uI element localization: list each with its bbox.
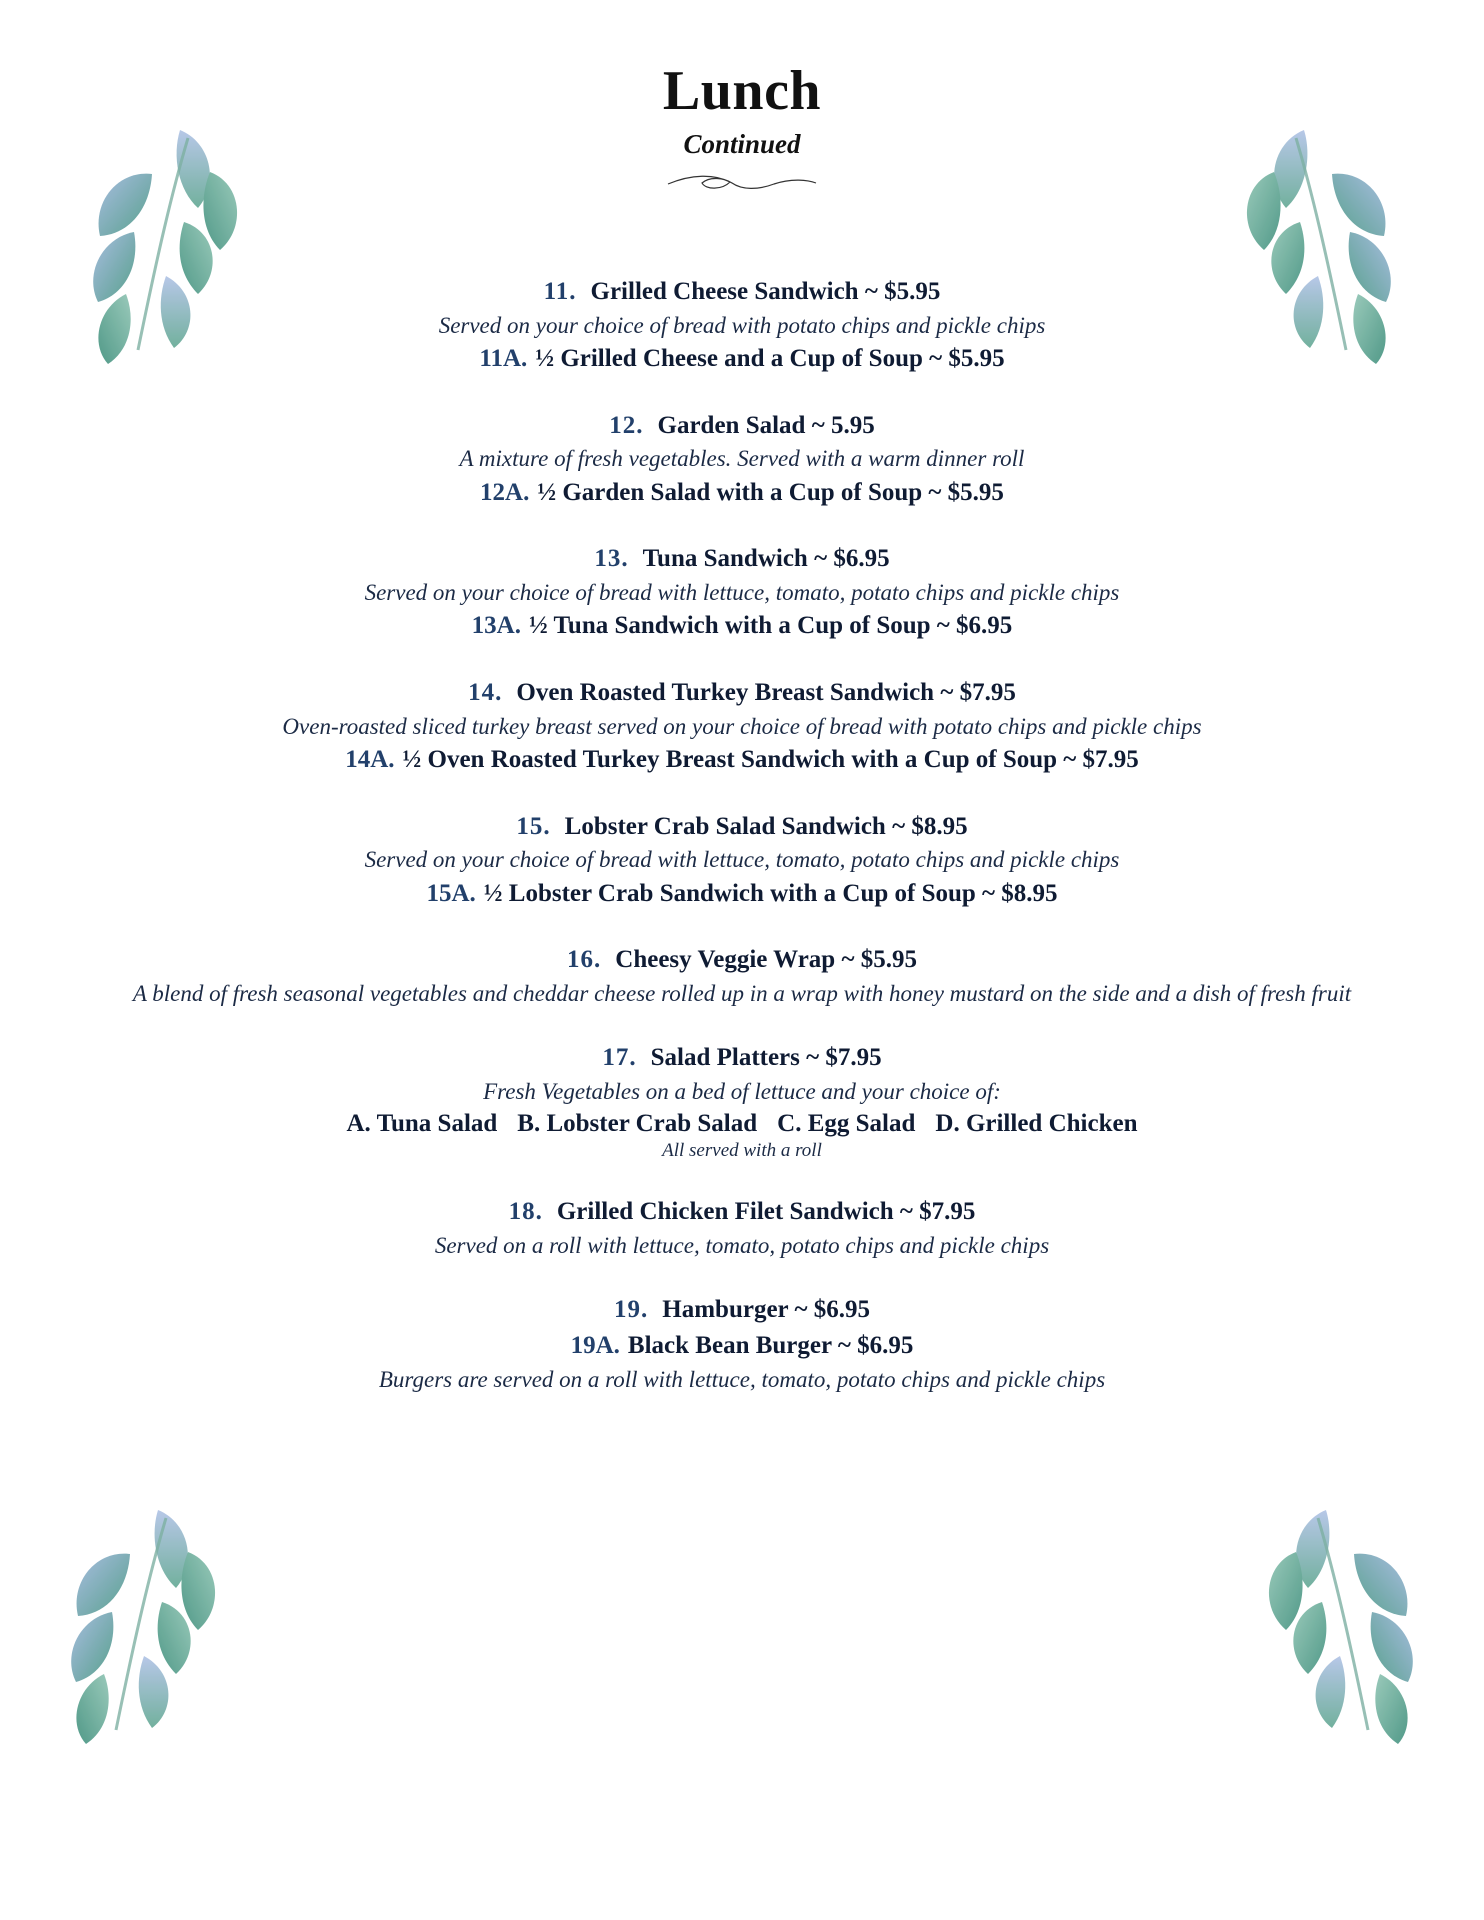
menu-item-variant-name: ½ Lobster Crab Sandwich with a Cup of Soup ~ $8.95 [483,879,1058,907]
menu-item-variant [78,476,1406,510]
menu-item-number: 11. [543,278,577,305]
menu-item-variant-name: Black Bean Burger ~ $6.95 [627,1331,914,1359]
menu-item-name: Cheesy Veggie Wrap ~ $5.95 [615,946,917,974]
menu-item-name: Lobster Crab Salad Sandwich ~ $8.95 [564,812,968,840]
menu-item-variant-number: 12A. [480,478,530,506]
menu-item-name: Garden Salad ~ 5.95 [657,411,875,439]
menu-item-description: A blend of fresh seasonal vegetables and cheddar cheese rolled up in a wrap with honey mustard on the side and a dish of fresh fruit [132,980,1352,1006]
menu-item-heading [78,1294,1406,1327]
salad-choice: D. Grilled Chicken [935,1110,1138,1138]
menu-item-name: Oven Roasted Turkey Breast Sandwich ~ $7.95 [516,679,1016,707]
menu-item-heading [78,543,1406,576]
menu-item-number: 19. [614,1296,649,1324]
menu-item-variant [78,1329,1406,1363]
menu-item-variant-number: 13A. [471,612,521,640]
menu-item-variant [78,743,1406,777]
menu-item-description: A mixture of fresh vegetables. Served with a warm dinner roll [459,446,1025,472]
menu-item-variant-name: ½ Garden Salad with a Cup of Soup ~ $5.95 [537,478,1004,506]
menu-header [0,62,1484,194]
menu-item-number: 18. [508,1198,543,1226]
menu-item [78,276,1406,376]
menu-item-number: 16. [567,946,602,974]
menu-item-heading [78,1196,1406,1229]
menu-item-heading [78,677,1406,710]
menu-item [78,543,1406,643]
menu-item-variant [78,342,1406,376]
menu-item-name: Salad Platters ~ $7.95 [650,1044,882,1072]
menu-item [78,811,1406,911]
menu-item-number: 12. [609,411,644,439]
salad-choices [78,1110,1406,1138]
menu-item-name: Hamburger ~ $6.95 [662,1296,870,1324]
menu-item-number: 15. [516,812,551,840]
menu-item-heading [78,1042,1406,1075]
menu-item-number: 14. [468,679,503,707]
menu-item-variant-name: ½ Grilled Cheese and a Cup of Soup ~ $5.95 [535,344,1005,372]
menu-item-variant-name: ½ Oven Roasted Turkey Breast Sandwich with a Cup of Soup ~ $7.95 [402,746,1139,773]
menu-item-description: Served on your choice of bread with lettuce, tomato, potato chips and pickle chips [364,847,1120,873]
page-subtitle: Continued [683,128,801,159]
leaf-sprig-icon [38,1492,238,1752]
menu-item-variant-number: 11A. [479,344,528,372]
page-title: Lunch [662,60,822,122]
menu-item-variant-number: 15A. [426,879,476,907]
menu-item-heading [78,811,1406,844]
menu-item-variant-number: 19A. [570,1331,620,1359]
menu-item-variant [78,877,1406,911]
salad-choice: C. Egg Salad [777,1110,916,1138]
menu-item-name: Grilled Cheese Sandwich ~ $5.95 [590,278,941,305]
menu-item-name: Tuna Sandwich ~ $6.95 [642,545,890,573]
menu-item-number: 17. [602,1044,637,1072]
menu-item [78,677,1406,777]
menu-items [78,276,1406,1394]
menu-item [78,410,1406,510]
salad-note: All served with a roll [662,1140,822,1162]
menu-item-name: Grilled Chicken Filet Sandwich ~ $7.95 [556,1198,976,1226]
menu-item-description: Served on a roll with lettuce, tomato, potato chips and pickle chips [434,1232,1050,1258]
menu-item [78,944,1406,1008]
menu-item-burgers [78,1294,1406,1394]
menu-item-description: Served on your choice of bread with lettuce, tomato, potato chips and pickle chips [364,579,1120,605]
salad-choice: A. Tuna Salad [346,1110,498,1138]
ornament-divider-icon [662,170,822,194]
menu-item-variant-number: 14A. [345,746,395,773]
menu-item-description: Burgers are served on a roll with lettuce, tomato, potato chips and pickle chips [378,1366,1106,1392]
menu-item-description: Served on your choice of bread with potato chips and pickle chips [438,312,1046,338]
menu-item-salad-platters [78,1042,1406,1162]
menu-item-heading [78,410,1406,443]
menu-item [78,1196,1406,1260]
menu-item-variant [78,609,1406,643]
menu-item-number: 13. [594,545,629,573]
leaf-sprig-icon [1246,1492,1446,1752]
salad-choice: B. Lobster Crab Salad [517,1110,758,1138]
menu-item-heading [78,944,1406,977]
menu-item-variant-name: ½ Tuna Sandwich with a Cup of Soup ~ $6.95 [528,612,1013,640]
menu-item-heading [78,276,1406,309]
menu-item-description: Fresh Vegetables on a bed of lettuce and your choice of: [483,1078,1001,1104]
menu-item-description: Oven-roasted sliced turkey breast served on your choice of bread with potato chips and pickle chips [282,713,1202,739]
